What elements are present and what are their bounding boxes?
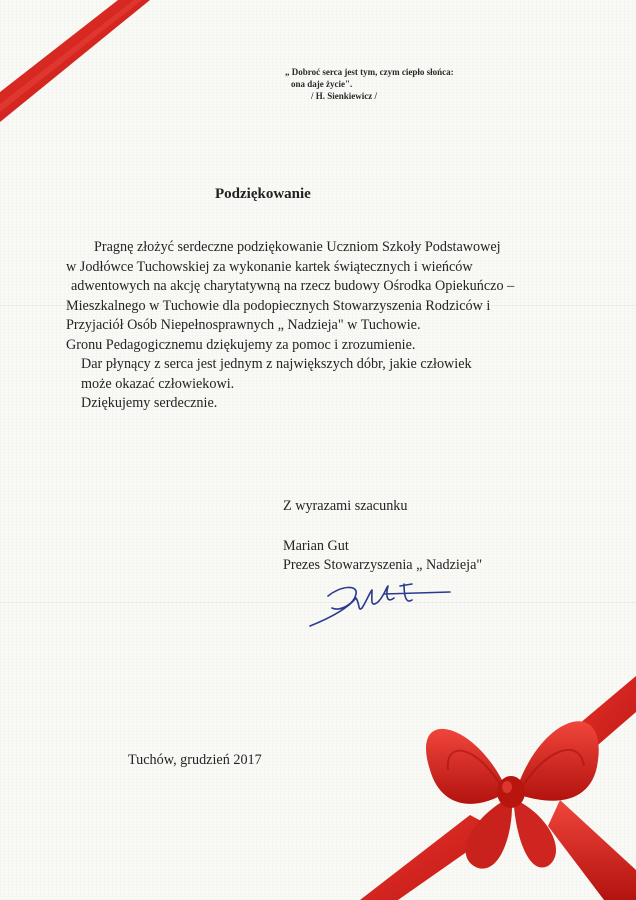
body-line: Dar płynący z serca jest jednym z największych dóbr, jakie człowiek	[81, 356, 472, 372]
epigraph-author: / H. Sienkiewicz /	[311, 91, 377, 101]
body-line: Pragnę złożyć serdeczne podziękowanie Uczniom Szkoły Podstawowej	[94, 239, 501, 255]
body-line: Przyjaciół Osób Niepełnosprawnych „ Nadzieja" w Tuchowie.	[66, 317, 421, 333]
body-line: adwentowych na akcję charytatywną na rzecz budowy Ośrodka Opiekuńczo –	[71, 278, 515, 294]
letter-body	[66, 238, 586, 414]
body-line: Gronu Pedagogicznemu dziękujemy za pomoc i zrozumienie.	[66, 336, 416, 353]
epigraph-line: „ Dobroć serca jest tym, czym ciepło słońca:	[285, 67, 454, 77]
ribbon-tail	[548, 800, 636, 900]
body-line: może okazać człowiekowi.	[81, 375, 235, 392]
epigraph-quote	[285, 66, 505, 102]
handwritten-signature	[300, 578, 460, 634]
place-and-date: Tuchów, grudzień 2017	[128, 752, 262, 768]
signatory-name: Marian Gut	[283, 538, 349, 554]
bow-knot	[497, 776, 525, 808]
signatory-role: Prezes Stowarzyszenia „ Nadzieja"	[283, 557, 483, 573]
body-line: Dziękujemy serdecznie.	[81, 395, 218, 411]
ribbon-top-left	[0, 0, 150, 122]
letter-title: Podziękowanie	[215, 186, 311, 202]
bow-left-loop	[426, 729, 502, 804]
closing-phrase: Z wyrazami szacunku	[283, 498, 408, 514]
epigraph-line: ona daje życie".	[291, 79, 353, 89]
body-line: w Jodłówce Tuchowskiej za wykonanie kartek świątecznych i wieńców	[66, 258, 473, 275]
bow-right-loop	[520, 721, 599, 800]
body-line: Mieszkalnego w Tuchowie dla podopiecznych Stowarzyszenia Rodziców i	[66, 297, 491, 314]
